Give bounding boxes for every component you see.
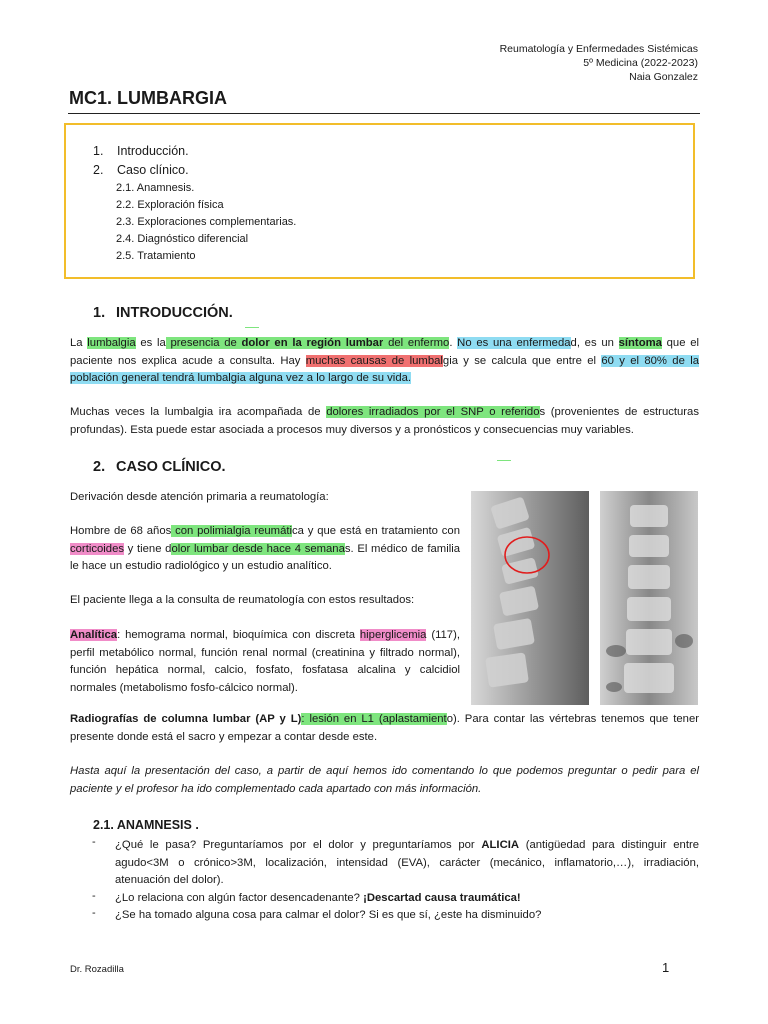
header-author: Naia Gonzalez bbox=[629, 71, 698, 83]
bullet-item: ¿Qué le pasa? Preguntaríamos por el dolor y preguntaríamos por ALICIA (antigüedad para distinguir entre agudo<3M o crónico>3M, localización, intensidad (EVA), carácter (mecánico, inflamatorio,…), irradiación, atenuación del dolor). bbox=[115, 839, 700, 886]
intro-paragraph-1: La lumbalgia es la presencia de dolor en la región lumbar del enfermo. No es una enfermedad, es un síntoma que el paciente nos explica acude a consulta. Hay muchas causas de lumbalgia y se calcula que entre el 60 y el 80% de la población general tendrá lumbalgia alguna vez a lo largo de su vida. bbox=[70, 337, 699, 384]
footer-author: Dr. Rozadilla bbox=[70, 964, 124, 975]
case-note-italic: Hasta aquí la presentación del caso, a partir de aquí hemos ido comentando lo que podemos preguntar o pedir para el paciente y el profesor ha ido complementado cada apartado con más información. bbox=[70, 765, 699, 795]
case-paragraph-derivacion: Derivación desde atención primaria a reumatología: bbox=[70, 491, 329, 503]
bullet-dash: - bbox=[92, 890, 96, 902]
title-divider bbox=[68, 113, 700, 114]
case-paragraph-analitica: Analítica: hemograma normal, bioquímica con discreta hiperglicemia (117), perfil metabólico normal, función renal normal (creatinina y filtrado normal), función hepática normal, calcio, fosfato, fosfatasa alcalina y calcidiol normales (metabolismo fosfo-cálcico normal). bbox=[70, 629, 460, 694]
toc-subitem: 2.5. Tratamiento bbox=[116, 250, 196, 262]
case-paragraph-radiografias: Radiografías de columna lumbar (AP y L): lesión en L1 (aplastamiento). Para contar las vértebras tenemos que tener presente donde está el sacro y empezar a contar desde este. bbox=[70, 713, 699, 743]
bullet-item: ¿Lo relaciona con algún factor desencadenante? ¡Descartad causa traumática! bbox=[115, 892, 521, 904]
xray-lateral-image bbox=[471, 491, 589, 705]
toc-item: 1. Introducción. bbox=[93, 144, 189, 158]
table-of-contents bbox=[64, 123, 695, 279]
bullet-dash: - bbox=[92, 836, 96, 848]
highlight-mark bbox=[245, 327, 259, 328]
page-number: 1 bbox=[662, 960, 670, 975]
toc-subitem: 2.4. Diagnóstico diferencial bbox=[116, 233, 249, 245]
case-paragraph-results: El paciente llega a la consulta de reumatología con estos resultados: bbox=[70, 594, 415, 606]
section-heading-caso-clinico: 2. CASO CLÍNICO. bbox=[93, 459, 226, 475]
bullet-dash: - bbox=[92, 907, 96, 919]
header-course: 5º Medicina (2022-2023) bbox=[583, 57, 698, 69]
subsection-heading-anamnesis: 2.1. ANAMNESIS . bbox=[93, 818, 199, 832]
xray-ap-image bbox=[600, 491, 698, 705]
case-paragraph-patient: Hombre de 68 años con polimialgia reumática y que está en tratamiento con corticoides y tiene dolor lumbar desde hace 4 semanas. El médico de familia le hace un estudio radiológico y un estudio analítico. bbox=[70, 525, 461, 572]
toc-item: 2. Caso clínico. bbox=[93, 163, 189, 177]
toc-subitem: 2.1. Anamnesis. bbox=[116, 182, 195, 194]
page-title: MC1. LUMBARGIA bbox=[69, 88, 227, 108]
intro-paragraph-2: Muchas veces la lumbalgia ira acompañada de dolores irradiados por el SNP o referidos (provenientes de estructuras profundas). Esta puede estar asociada a procesos muy diversos y a pronósticos y consecuencias muy variables. bbox=[70, 406, 699, 436]
section-heading-introduccion: 1. INTRODUCCIÓN. bbox=[93, 305, 233, 321]
toc-subitem: 2.2. Exploración física bbox=[116, 199, 224, 211]
toc-subitem: 2.3. Exploraciones complementarias. bbox=[116, 216, 297, 228]
header-subject: Reumatología y Enfermedades Sistémicas bbox=[499, 43, 698, 55]
document-header bbox=[500, 42, 698, 84]
highlight-mark bbox=[497, 460, 511, 461]
bullet-item: ¿Se ha tomado alguna cosa para calmar el dolor? Si es que sí, ¿este ha disminuido? bbox=[115, 909, 542, 921]
